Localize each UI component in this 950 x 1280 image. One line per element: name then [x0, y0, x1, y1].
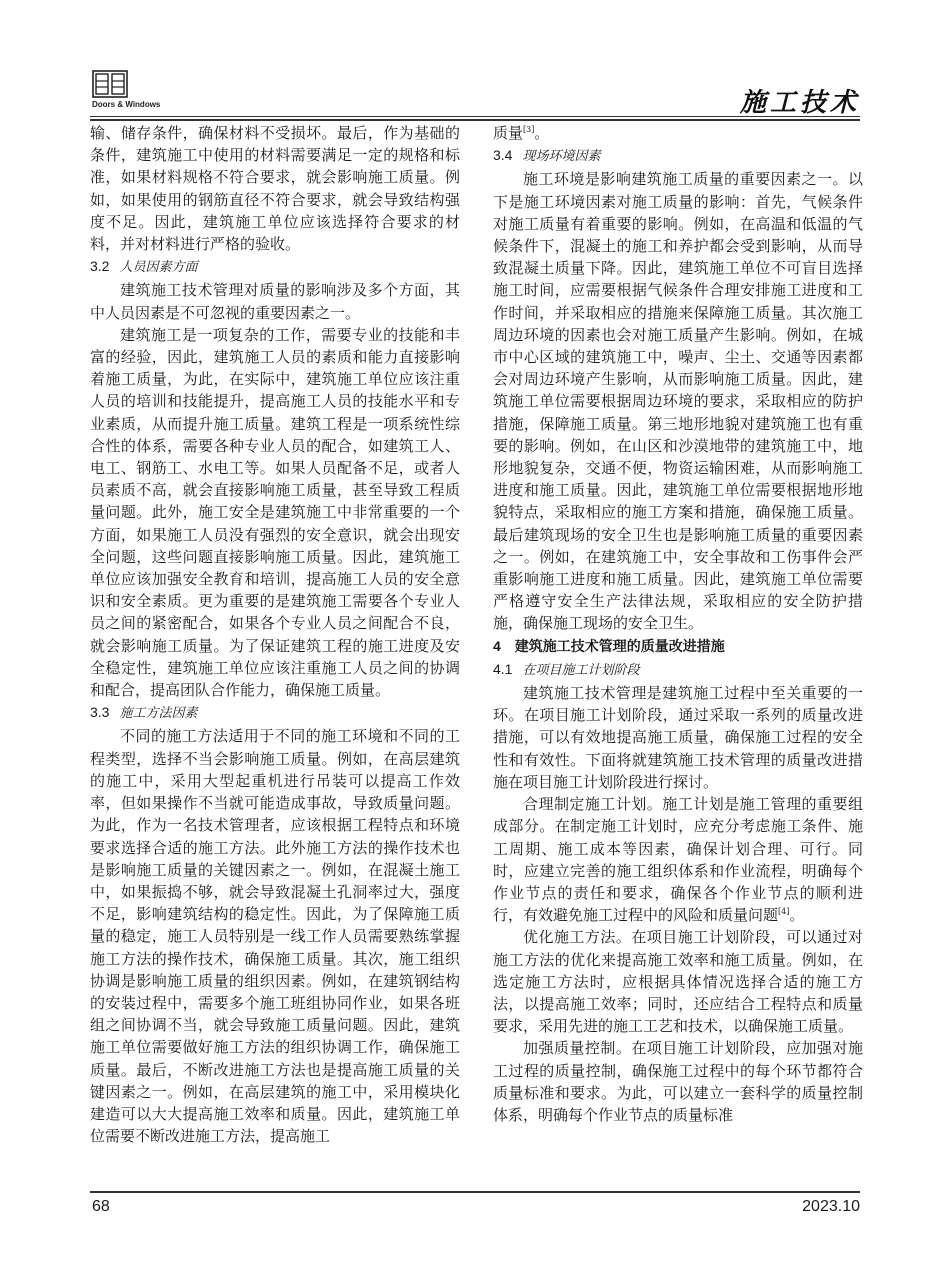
paragraph-continued: 输、储存条件，确保材料不受损坏。最后，作为基础的条件，建筑施工中使用的材料需要满足一定的规格和标准，如果材料规格不符合要求，就会影响施工质量。例如，如果使用的钢筋直径不符合要求，就会导致结构强度不足。因此，建筑施工单位应该选择符合要求的材料，并对材料进行严格的验收。 — [90, 124, 460, 254]
left-column — [90, 122, 460, 1190]
heading-title: 在项目施工计划阶段 — [522, 662, 640, 678]
right-column — [493, 122, 863, 1190]
paragraph: 不同的施工方法适用于不同的施工环境和不同的工程类型，选择不当会影响施工质量。例如，在高层建筑的施工中，采用大型起重机进行吊装可以提高工作效率，但如果操作不当就可能造成事故，导致质量问题。为此，作为一名技术管理者，应该根据工程特点和环境要求选择合适的施工方法。此外施工方法的操作技术也是影响施工质量的关键因素之一。例如，在混凝土施工中，如果振捣不够，就会导致混凝土孔洞率过大，强度不足，影响建筑结构的稳定性。因此，为了保障施工质量的稳定，施工人员特别是一线工作人员需要熟练掌握施工方法的操作技术，确保施工质量。其次，施工组织协调是影响施工质量的组织因素。例如，在建筑钢结构的安装过程中，需要多个施工班组协同作业，如果各班组之间协调不当，就会导致施工质量问题。因此，建筑施工单位需要做好施工方法的组织协调工作，确保施工质量。最后，不断改进施工方法也是提高施工质量的关键因素之一。例如，在高层建筑的施工中，采用模块化建造可以大大提高施工效率和质量。因此，建筑施工单位需要不断改进施工方法，提高施工 — [90, 727, 460, 1146]
heading-3-3 — [90, 701, 460, 725]
heading-number: 4.1 — [493, 660, 513, 677]
paragraph: 建筑施工是一项复杂的工作，需要专业的技能和丰富的经验，因此，建筑施工人员的素质和能力直接影响着施工质量，为此，在实际中，建筑施工单位应该注重人员的培训和技能提升，提高施工人员的技能水平和专业素质，从而提升施工质量。建筑工程是一项系统性综合性的体系，需要各种专业人员的配合，如建筑工人、电工、钢筋工、水电工等。如果人员配备不足，或者人员素质不高，就会直接影响施工质量，甚至导致工程质量问题。此外，施工安全是建筑施工中非常重要的一个方面，如果施工人员没有强烈的安全意识，就会出现安全问题，这些问题直接影响施工质量。因此，建筑施工单位应该加强安全教育和培训，提高施工人员的安全意识和安全素质。更为重要的是建筑施工需要各个专业人员之间的紧密配合，如果各个专业人员之间配合不良，就会影响施工质量。为了保证建筑工程的施工进度及安全稳定性，建筑施工单位应该注重施工人员之间的协调和配合，提高团队合作能力，确保施工质量。 — [90, 325, 460, 700]
paragraph-continued — [493, 122, 863, 144]
heading-4-1 — [493, 658, 863, 682]
paragraph — [493, 793, 863, 926]
heading-number: 3.2 — [90, 258, 110, 275]
heading-title: 现场环境因素 — [522, 149, 601, 165]
citation-ref: [3] — [523, 125, 535, 134]
issue-date: 2023.10 — [802, 1198, 860, 1215]
heading-number: 3.3 — [90, 704, 110, 721]
paragraph: 建筑施工技术管理是建筑施工过程中至关重要的一环。在项目施工计划阶段，通过采取一系列的质量改进措施，可以有效地提高施工质量，确保施工过程的安全性和有效性。下面将就建筑施工技术管理的质量改进措施在项目施工计划阶段进行探讨。 — [493, 684, 863, 791]
heading-number: 4 — [493, 637, 501, 654]
paragraph-text: 。 — [789, 906, 805, 925]
paragraph: 优化施工方法。在项目施工计划阶段，可以通过对施工方法的优化来提高施工效率和施工质量。例如，在选定施工方法时，应根据具体情况选择合适的施工方法，以提高施工效率；同时，还应结合工程特点和质量要求，采用先进的施工工艺和技术，以确保施工质量。 — [493, 928, 863, 1036]
header-divider — [90, 116, 860, 117]
paragraph-text: 质量 — [493, 124, 524, 142]
journal-logo — [92, 70, 182, 109]
heading-title: 人员因素方面 — [119, 260, 198, 276]
paragraph: 施工环境是影响建筑施工质量的重要因素之一。以下是施工环境因素对施工质量的影响：首先，气候条件对施工质量有着重要的影响。例如，在高温和低温的气候条件下，混凝土的施工和养护都会受到影响，从而导致混凝土质量下降。因此，建筑施工单位不可盲目选择施工时间，应需要根据气候条件合理安排施工进度和工作时间，并采取相应的措施来保障施工质量。其次施工周边环境的因素也会对施工质量产生影响。例如，在城市中心区域的建筑施工中，噪声、尘土、交通等因素都会对周边环境产生影响，从而影响施工质量。因此，建筑施工单位需要根据周边环境的要求，采取相应的防护措施，保障施工质量。第三地形地貌对建筑施工也有重要的影响。例如，在山区和沙漠地带的建筑施工中，地形地貌复杂，交通不便，物资运输困难，从而影响施工进度和施工质量。因此，建筑施工单位需要根据地形地貌特点，采取相应的施工方案和措施，确保施工质量。最后建筑现场的安全卫生也是影响施工质量的重要因素之一。例如，在建筑施工中，安全事故和工伤事件会严重影响施工进度和施工质量。因此，建筑施工单位需要严格遵守安全生产法律法规，采取相应的安全防护措施，确保施工现场的安全卫生。 — [493, 170, 863, 633]
paragraph: 建筑施工技术管理对质量的影响涉及多个方面，其中人员因素是不可忽视的重要因素之一。 — [90, 281, 460, 322]
heading-title: 施工方法因素 — [119, 706, 198, 722]
heading-4 — [493, 635, 863, 658]
doors-windows-logo-icon — [92, 70, 128, 98]
heading-title: 建筑施工技术管理的质量改进措施 — [514, 638, 725, 655]
section-title: 施工技术 — [739, 88, 860, 118]
heading-number: 3.4 — [493, 147, 513, 164]
heading-3-4 — [493, 144, 863, 168]
paragraph: 加强质量控制。在项目施工计划阶段，应加强对施工过程的质量控制，确保施工过程中的每个环节都符合质量标准和要求。为此，可以建立一套科学的质量控制体系，明确每个作业节点的质量标准 — [493, 1039, 863, 1124]
footer-divider — [90, 1191, 860, 1193]
heading-3-2 — [90, 255, 460, 279]
paragraph-text: 。 — [534, 124, 550, 142]
citation-ref: [4] — [778, 907, 790, 917]
paragraph-text: 合理制定施工计划。施工计划是施工管理的重要组成部分。在制定施工计划时，应充分考虑施工条件、施工周期、施工成本等因素，确保计划合理、可行。同时，应建立完善的施工组织体系和作业流程，明确每个作业节点的责任和要求，确保各个作业节点的顺利进行，有效避免施工过程中的风险和质量问题 — [493, 795, 863, 925]
logo-text: Doors & Windows — [92, 100, 161, 109]
header-divider-thick — [90, 119, 860, 121]
page-number: 68 — [92, 1198, 110, 1215]
